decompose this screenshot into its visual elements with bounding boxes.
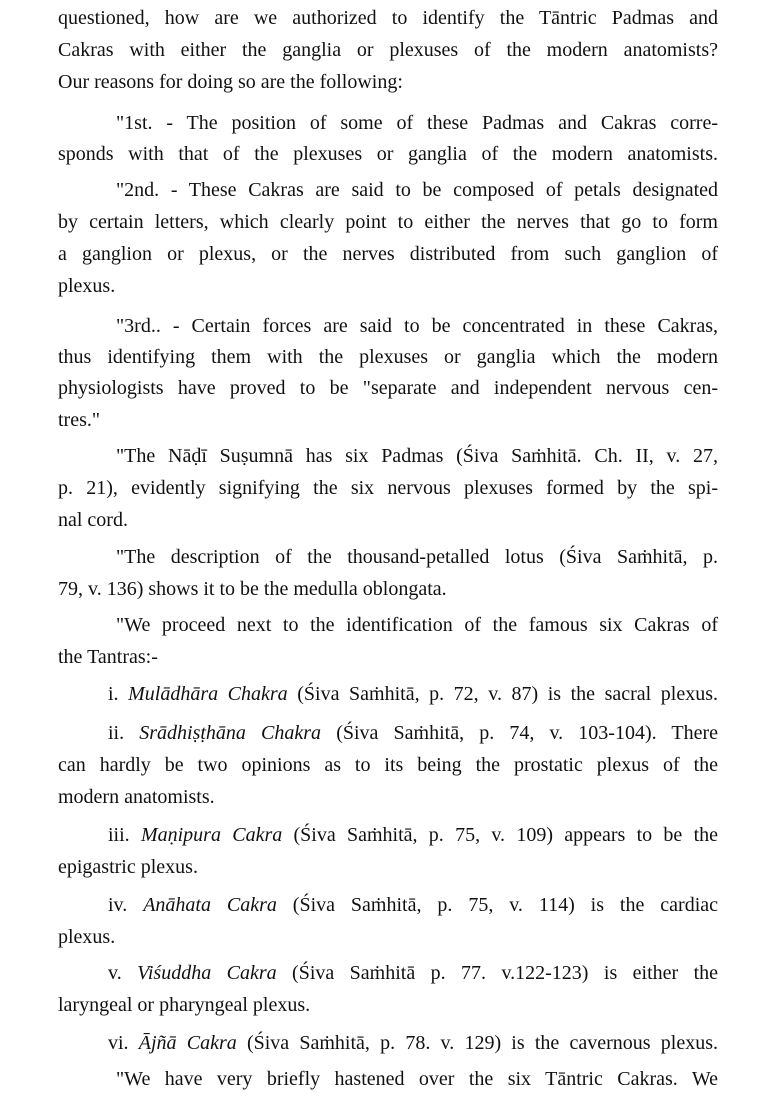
text-line: "The description of the thousand-petalled lotus (Śiva Saṁhitā, p. — [116, 546, 718, 568]
list-item — [108, 679, 718, 709]
text-line: "The Nāḍī Suṣumnā has six Padmas (Śiva Saṁhitā. Ch. II, v. 27, — [116, 445, 718, 467]
list-item — [108, 820, 718, 850]
cakra-name: Ājñā Cakra — [138, 1032, 237, 1054]
item-number: v. — [108, 962, 138, 984]
item-number: i. — [108, 683, 129, 705]
text-line: p. 21), evidently signifying the six nervous plexuses formed by the spi- — [58, 477, 718, 499]
text-line: "We have very briefly hastened over the six Tāntric Cakras. We — [116, 1068, 718, 1090]
list-item — [108, 890, 718, 920]
text-line: plexus. — [58, 926, 116, 948]
text-line: plexus. — [58, 275, 116, 297]
cakra-name: Srādhiṣṭhāna Chakra — [139, 722, 322, 744]
item-number: iii. — [108, 824, 141, 846]
text-line: "3rd.. - Certain forces are said to be concentrated in these Cakras, — [116, 315, 718, 337]
text-line: "We proceed next to the identification of the famous six Cakras of — [116, 614, 718, 636]
text-line: the Tantras:- — [58, 646, 158, 668]
text-line: can hardly be two opinions as to its being the prostatic plexus of the — [58, 754, 718, 776]
item-number: iv. — [108, 894, 144, 916]
list-item — [108, 1028, 718, 1058]
cakra-name: Mulādhāra Chakra — [128, 683, 288, 705]
text-line: modern anatomists. — [58, 786, 215, 808]
item-text: (Śiva Saṁhitā, p. 78. v. 129) is the cavernous plexus. — [236, 1032, 718, 1054]
text-line: "2nd. - These Cakras are said to be composed of petals designated — [116, 179, 718, 201]
item-number: ii. — [108, 722, 140, 744]
item-number: vi. — [108, 1032, 139, 1054]
list-item — [108, 718, 718, 748]
text-line: tres." — [58, 409, 101, 431]
text-line: 79, v. 136) shows it to be the medulla oblongata. — [58, 578, 447, 600]
text-line: Our reasons for doing so are the following: — [58, 71, 403, 93]
text-line: sponds with that of the plexuses or ganglia of the modern anatomists. — [58, 143, 718, 165]
text-line: "1st. - The position of some of these Padmas and Cakras corre- — [116, 112, 718, 134]
cakra-name: Viśuddha Cakra — [137, 962, 277, 984]
text-line: nal cord. — [58, 509, 128, 531]
cakra-name: Anāhata Cakra — [143, 894, 277, 916]
text-line: questioned, how are we authorized to identify the Tāntric Padmas and — [58, 7, 718, 29]
text-line: thus identifying them with the plexuses or ganglia which the modern — [58, 346, 718, 368]
item-text: (Śiva Saṁhitā p. 77. v.122-123) is either the — [276, 962, 719, 984]
text-line: physiologists have proved to be "separate and independent nervous cen- — [58, 377, 718, 399]
text-line: a ganglion or plexus, or the nerves distributed from such ganglion of — [58, 243, 718, 265]
text-line: laryngeal or pharyngeal plexus. — [58, 994, 311, 1016]
item-text: (Śiva Saṁhitā, p. 75, v. 114) is the cardiac — [276, 894, 719, 916]
list-item — [108, 958, 718, 988]
item-text: (Śiva Saṁhitā, p. 74, v. 103-104). There — [321, 722, 718, 744]
cakra-name: Maṇipura Cakra — [140, 824, 283, 846]
item-text: (Śiva Saṁhitā, p. 75, v. 109) appears to be the — [282, 824, 719, 846]
text-line: by certain letters, which clearly point to either the nerves that go to form — [58, 211, 718, 233]
text-line: Cakras with either the ganglia or plexuses of the modern anatomists? — [58, 39, 718, 61]
text-line: epigastric plexus. — [58, 856, 198, 878]
item-text: (Śiva Saṁhitā, p. 72, v. 87) is the sacral plexus. — [287, 683, 719, 705]
